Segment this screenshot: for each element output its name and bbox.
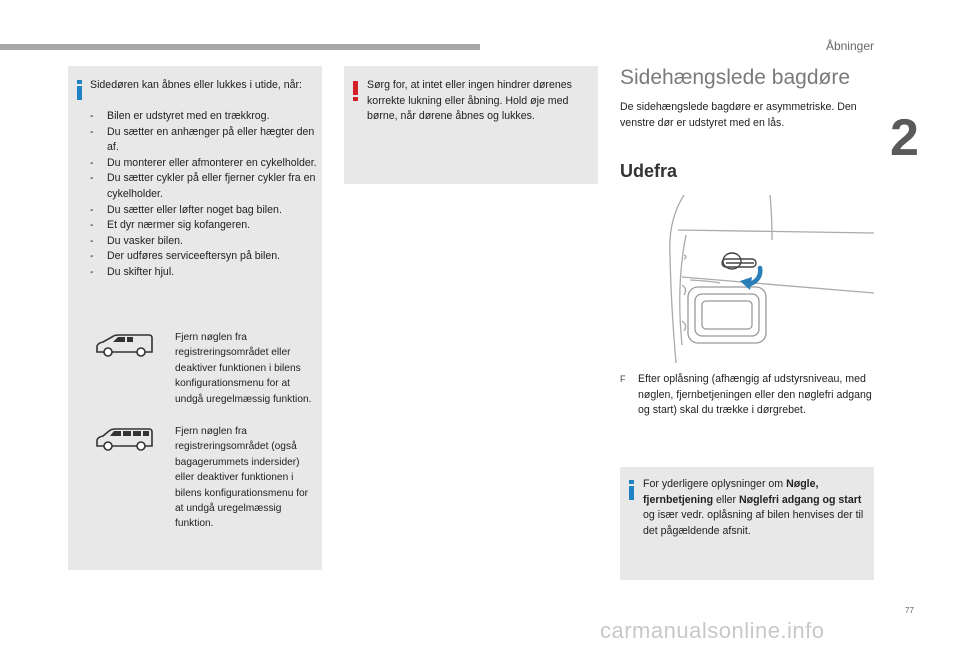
section-header: Åbninger — [825, 39, 874, 53]
bullet-symbol: F — [620, 374, 626, 384]
info-box-text: For yderligere oplysninger om Nøgle, fjernbetjening eller Nøglefri adgang og start og især vedr. oplåsning af bilen henvises der til det pågældende afsnit. — [643, 478, 864, 537]
condition-list — [90, 109, 320, 281]
list-item: - Du skifter hjul. — [90, 265, 320, 281]
subtitle-udefra: Udefra — [620, 161, 678, 181]
list-item: - Du sætter en anhænger på eller hægter den af. — [90, 125, 320, 156]
rear-door-handle-illustration — [662, 195, 874, 363]
mpv-icon — [95, 426, 153, 452]
info-icon — [77, 80, 82, 100]
bullet-text: Efter oplåsning (afhængig af udstyrsniveau, med nøglen, fjernbetjeningen eller den nøglefri adgang og start) skal du trække i dørgrebet. — [638, 373, 872, 417]
term-keyless-entry: Nøglefri adgang og start — [738, 493, 862, 506]
list-item: - Du monterer eller afmonterer en cykelholder. — [90, 156, 320, 172]
page-title: Sidehængslede bagdøre — [620, 66, 850, 89]
term-key-remote: Nøgle, fjernbetjening — [643, 478, 819, 506]
list-item: - Du sætter cykler på eller fjerner cykler fra en cykelholder. — [90, 171, 320, 202]
chapter-number: 2 — [890, 109, 919, 167]
mpv-note: Fjern nøglen fra registreringsområdet (også bagagerummets indersider) eller deaktiver funktionen i bilens konfigurationsmenu for at undgå uregelmæssig funktion. — [175, 426, 309, 530]
warning-icon — [353, 81, 358, 101]
list-item: - Der udføres serviceeftersyn på bilen. — [90, 249, 320, 265]
warning-text: Sørg for, at intet eller ingen hindrer dørenes korrekte lukning eller åbning. Hold øje med børne, når dørene åbnes og lukkes. — [367, 79, 572, 123]
list-item: - Et dyr nærmer sig kofangeren. — [90, 218, 320, 234]
main-intro: De sidehængslede bagdøre er asymmetriske. Den venstre dør er udstyret med en lås. — [620, 101, 857, 129]
van-note: Fjern nøglen fra registreringsområdet eller deaktiver funktionen i bilens konfigurationsmenu for at undgå uregelmæssig funktion. — [175, 332, 312, 405]
info-intro: Sidedøren kan åbnes eller lukkes i utide, når: — [90, 79, 302, 91]
header-bar — [0, 44, 480, 50]
bullet-instruction — [620, 372, 880, 419]
list-item: - Du vasker bilen. — [90, 234, 320, 250]
list-item: - Bilen er udstyret med en trækkrog. — [90, 109, 320, 125]
info-icon — [629, 480, 634, 500]
watermark: carmanualsonline.info — [600, 618, 825, 643]
warning-box — [344, 66, 598, 184]
info-box-more-details — [620, 467, 874, 580]
list-item: - Du sætter eller løfter noget bag bilen. — [90, 203, 320, 219]
van-icon — [95, 332, 153, 358]
page-number: 77 — [905, 606, 914, 615]
